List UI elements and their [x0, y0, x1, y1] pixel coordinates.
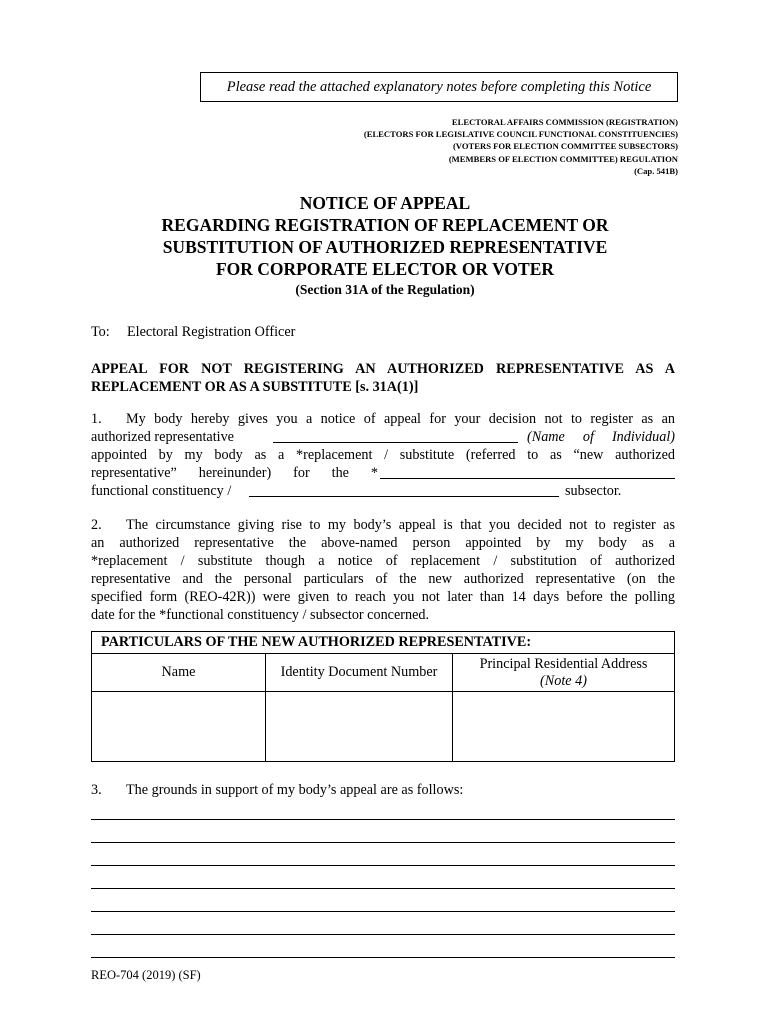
grounds-line[interactable]: [91, 865, 675, 866]
grounds-line[interactable]: [91, 888, 675, 889]
para2-line1: The circumstance giving rise to my body’s appeal is that you decided not to register as: [126, 517, 675, 533]
grounds-line[interactable]: [91, 957, 675, 958]
para2-line2: an authorized representative the above-named person appointed by my body as a: [91, 535, 675, 551]
column-header-address: [453, 654, 675, 692]
para2-line6: date for the *functional constituency / subsector concerned.: [91, 607, 430, 623]
subsector-field[interactable]: [249, 483, 559, 497]
name-cell[interactable]: [92, 692, 266, 762]
identity-document-cell[interactable]: [266, 692, 453, 762]
title-line: SUBSTITUTION OF AUTHORIZED REPRESENTATIVE: [162, 237, 608, 257]
column-header-name: Name: [92, 654, 266, 692]
para2-line3: *replacement / substitute though a notice of replacement / substitution of authorized: [91, 553, 675, 569]
explanatory-notes-box: Please read the attached explanatory notes before completing this Notice: [200, 72, 678, 102]
para2-line4: representative and the personal particulars of the new authorized representative (on the: [91, 571, 675, 587]
grounds-line[interactable]: [91, 819, 675, 820]
section-reference: (Section 31A of the Regulation): [295, 282, 475, 297]
para1-line5-end: subsector.: [565, 483, 622, 499]
para3-text: The grounds in support of my body’s appeal are as follows:: [126, 782, 464, 798]
particulars-table: [91, 631, 675, 762]
grounds-line[interactable]: [91, 934, 675, 935]
appeal-heading-line1: APPEAL FOR NOT REGISTERING AN AUTHORIZED REPRESENTATIVE AS A: [91, 361, 675, 377]
column-header-identity-document: Identity Document Number: [266, 654, 453, 692]
para1-line2-text: authorized representative: [91, 429, 234, 445]
para1-number: 1.: [91, 411, 102, 427]
regulation-header: [364, 116, 678, 177]
header-line: (ELECTORS FOR LEGISLATIVE COUNCIL FUNCTIONAL CONSTITUENCIES): [363, 129, 678, 140]
header-line: (MEMBERS OF ELECTION COMMITTEE) REGULATION: [448, 153, 678, 164]
name-of-individual-hint: (Name of Individual): [527, 429, 675, 445]
address-note-reference: (Note 4): [540, 672, 587, 689]
header-line: (VOTERS FOR ELECTION COMMITTEE SUBSECTORS): [452, 141, 678, 152]
functional-constituency-field[interactable]: [380, 465, 675, 479]
addressee-value: Electoral Registration Officer: [127, 324, 296, 340]
para1-line4-text: representative” hereinunder) for the *: [91, 465, 378, 481]
appeal-heading-line2: REPLACEMENT OR AS A SUBSTITUTE [s. 31A(1)]: [91, 379, 419, 395]
para2-number: 2.: [91, 517, 102, 533]
header-line: (Cap. 541B): [634, 165, 678, 176]
address-cell[interactable]: [453, 692, 675, 762]
title-line: REGARDING REGISTRATION OF REPLACEMENT OR: [161, 215, 609, 235]
title-line: FOR CORPORATE ELECTOR OR VOTER: [215, 259, 555, 279]
form-title: [0, 192, 770, 300]
para3-number: 3.: [91, 782, 102, 798]
header-line: ELECTORAL AFFAIRS COMMISSION (REGISTRATION): [451, 117, 678, 127]
title-line: NOTICE OF APPEAL: [299, 193, 471, 213]
grounds-line[interactable]: [91, 842, 675, 843]
para1-line5-text: functional constituency /: [91, 483, 232, 499]
para1-line3: appointed by my body as a *replacement / substitute (referred to as “new authorized: [91, 447, 675, 463]
para2-line5: specified form (REO-42R)) were given to reach you not later than 14 days before the polling: [91, 589, 675, 605]
address-header-text: Principal Residential Address: [479, 655, 648, 672]
grounds-line[interactable]: [91, 911, 675, 912]
particulars-heading: PARTICULARS OF THE NEW AUTHORIZED REPRESENTATIVE:: [92, 632, 675, 654]
para1-line1: My body hereby gives you a notice of appeal for your decision not to register as an: [126, 411, 675, 427]
individual-name-field[interactable]: [273, 429, 518, 443]
form-code: REO-704 (2019) (SF): [91, 968, 201, 982]
addressee-label: To:: [91, 324, 110, 340]
